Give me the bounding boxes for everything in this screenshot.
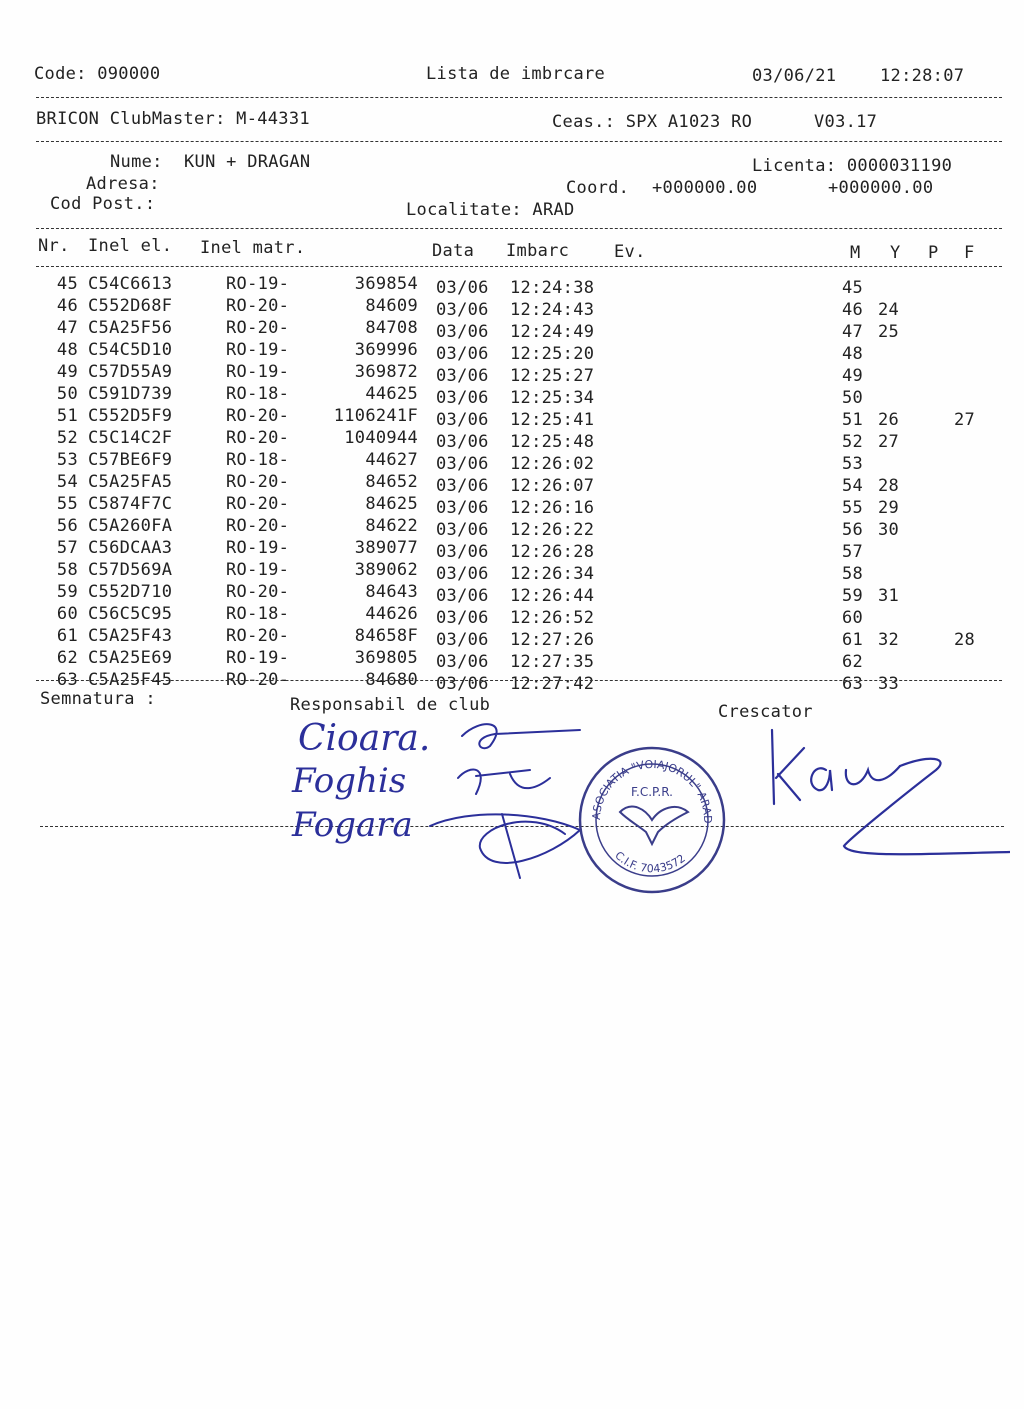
divider xyxy=(36,141,1002,142)
row-date: 03/06 xyxy=(436,432,489,452)
row-ring-number: 44626 xyxy=(365,604,418,624)
row-inel-el: C552D710 xyxy=(88,582,173,602)
row-date: 03/06 xyxy=(436,608,489,628)
row-m: 56 xyxy=(842,520,864,540)
row-time: 12:25:20 xyxy=(510,344,595,364)
row-ring-prefix: RO-18- xyxy=(226,450,290,470)
row-m: 59 xyxy=(842,586,864,606)
row-inel-el: C5A25FA5 xyxy=(88,472,173,492)
row-y: 31 xyxy=(878,586,900,606)
row-ring-prefix: RO-20- xyxy=(226,428,290,448)
row-ring-prefix: RO-19- xyxy=(226,560,290,580)
row-time: 12:26:22 xyxy=(510,520,595,540)
row-ring-prefix: RO-20- xyxy=(226,472,290,492)
row-nr: 53 xyxy=(56,450,78,470)
row-ring-prefix: RO-20- xyxy=(226,494,290,514)
document-title: Lista de imbrcare xyxy=(426,64,606,84)
svg-text:Cioara.: Cioara. xyxy=(298,718,431,759)
row-nr: 61 xyxy=(56,626,78,646)
row-date: 03/06 xyxy=(436,498,489,518)
row-nr: 56 xyxy=(56,516,78,536)
row-inel-el: C54C5D10 xyxy=(88,340,173,360)
col-inel-matr: Inel matr. xyxy=(200,238,306,258)
row-nr: 50 xyxy=(56,384,78,404)
license: Licenta: 0000031190 xyxy=(752,156,953,176)
row-nr: 57 xyxy=(56,538,78,558)
club-responsible-label: Responsabil de club xyxy=(290,695,491,715)
row-inel-el: C56C5C95 xyxy=(88,604,173,624)
row-ring-number: 84658F xyxy=(354,626,418,646)
svg-text:C.I.F. 7043572 xyxy=(612,849,687,876)
row-ring-prefix: RO-19- xyxy=(226,274,290,294)
row-ring-prefix: RO-19- xyxy=(226,538,290,558)
row-m: 48 xyxy=(842,344,864,364)
col-nr: Nr. xyxy=(38,236,70,256)
row-m: 45 xyxy=(842,278,864,298)
print-date: 03/06/21 xyxy=(752,66,837,86)
row-date: 03/06 xyxy=(436,322,489,342)
coord-label: Coord. xyxy=(566,178,630,198)
club-signatures xyxy=(280,708,610,888)
row-ring-number: 84609 xyxy=(365,296,418,316)
row-ring-prefix: RO-18- xyxy=(226,604,290,624)
row-date: 03/06 xyxy=(436,674,489,694)
row-inel-el: C591D739 xyxy=(88,384,173,404)
row-y: 26 xyxy=(878,410,900,430)
row-nr: 51 xyxy=(56,406,78,426)
row-nr: 47 xyxy=(56,318,78,338)
row-ring-number: 369872 xyxy=(354,362,418,382)
row-ring-prefix: RO-20- xyxy=(226,626,290,646)
row-inel-el: C5874F7C xyxy=(88,494,173,514)
row-ring-number: 84652 xyxy=(365,472,418,492)
row-time: 12:25:41 xyxy=(510,410,595,430)
row-nr: 54 xyxy=(56,472,78,492)
row-inel-el: C57D55A9 xyxy=(88,362,173,382)
row-ring-number: 389062 xyxy=(354,560,418,580)
row-time: 12:25:48 xyxy=(510,432,595,452)
row-m: 60 xyxy=(842,608,864,628)
row-ring-prefix: RO-20- xyxy=(226,318,290,338)
row-nr: 63 xyxy=(56,670,78,690)
row-m: 50 xyxy=(842,388,864,408)
row-nr: 48 xyxy=(56,340,78,360)
row-time: 12:24:38 xyxy=(510,278,595,298)
postal-label: Cod Post.: xyxy=(50,194,156,214)
row-inel-el: C5A25F43 xyxy=(88,626,173,646)
address-label: Adresa: xyxy=(86,174,160,194)
row-nr: 52 xyxy=(56,428,78,448)
row-time: 12:26:07 xyxy=(510,476,595,496)
row-inel-el: C57D569A xyxy=(88,560,173,580)
row-nr: 46 xyxy=(56,296,78,316)
svg-text:Fogara: Fogara xyxy=(292,805,413,845)
row-m: 63 xyxy=(842,674,864,694)
row-ring-prefix: RO-20- xyxy=(226,582,290,602)
version: V03.17 xyxy=(814,112,878,132)
signature-label: Semnatura : xyxy=(40,689,156,709)
row-time: 12:24:49 xyxy=(510,322,595,342)
row-ring-number: 389077 xyxy=(354,538,418,558)
row-date: 03/06 xyxy=(436,520,489,540)
row-inel-el: C5A25F45 xyxy=(88,670,173,690)
row-date: 03/06 xyxy=(436,410,489,430)
row-y: 25 xyxy=(878,322,900,342)
club-stamp xyxy=(572,740,732,900)
row-ring-number: 369805 xyxy=(354,648,418,668)
locality: Localitate: ARAD xyxy=(406,200,575,220)
row-time: 12:26:28 xyxy=(510,542,595,562)
row-m: 51 xyxy=(842,410,864,430)
divider xyxy=(36,680,1002,681)
row-nr: 45 xyxy=(56,274,78,294)
row-nr: 60 xyxy=(56,604,78,624)
row-inel-el: C56DCAA3 xyxy=(88,538,173,558)
row-date: 03/06 xyxy=(436,652,489,672)
row-date: 03/06 xyxy=(436,630,489,650)
name-value: KUN + DRAGAN xyxy=(184,152,311,172)
row-date: 03/06 xyxy=(436,300,489,320)
print-time: 12:28:07 xyxy=(880,66,965,86)
divider xyxy=(36,228,1002,229)
row-time: 12:26:34 xyxy=(510,564,595,584)
row-inel-el: C5C14C2F xyxy=(88,428,173,448)
row-ring-prefix: RO-20- xyxy=(226,296,290,316)
row-inel-el: C5A260FA xyxy=(88,516,173,536)
row-time: 12:25:34 xyxy=(510,388,595,408)
row-ring-number: 84643 xyxy=(365,582,418,602)
row-time: 12:26:16 xyxy=(510,498,595,518)
row-m: 61 xyxy=(842,630,864,650)
row-ring-number: 44627 xyxy=(365,450,418,470)
row-ring-number: 369996 xyxy=(354,340,418,360)
row-inel-el: C552D68F xyxy=(88,296,173,316)
row-date: 03/06 xyxy=(436,454,489,474)
row-ring-number: 84708 xyxy=(365,318,418,338)
row-y: 27 xyxy=(878,432,900,452)
row-m: 54 xyxy=(842,476,864,496)
row-date: 03/06 xyxy=(436,564,489,584)
row-ring-number: 369854 xyxy=(354,274,418,294)
row-time: 12:27:35 xyxy=(510,652,595,672)
col-y: Y xyxy=(890,243,901,263)
row-ring-prefix: RO-18- xyxy=(226,384,290,404)
row-date: 03/06 xyxy=(436,476,489,496)
code-label: Code: 090000 xyxy=(34,64,161,84)
row-nr: 55 xyxy=(56,494,78,514)
row-time: 12:27:26 xyxy=(510,630,595,650)
row-inel-el: C5A25F56 xyxy=(88,318,173,338)
row-inel-el: C552D5F9 xyxy=(88,406,173,426)
row-m: 47 xyxy=(842,322,864,342)
row-time: 12:24:43 xyxy=(510,300,595,320)
coord-x: +000000.00 xyxy=(652,178,758,198)
row-date: 03/06 xyxy=(436,344,489,364)
row-y: 24 xyxy=(878,300,900,320)
row-ring-prefix: RO-20- xyxy=(226,406,290,426)
row-date: 03/06 xyxy=(436,586,489,606)
row-m: 58 xyxy=(842,564,864,584)
row-m: 52 xyxy=(842,432,864,452)
row-ring-prefix: RO-19- xyxy=(226,340,290,360)
row-ring-prefix: RO-20- xyxy=(226,670,290,690)
divider xyxy=(36,97,1002,98)
row-ring-prefix: RO-19- xyxy=(226,362,290,382)
row-inel-el: C57BE6F9 xyxy=(88,450,173,470)
row-m: 49 xyxy=(842,366,864,386)
dove-icon xyxy=(620,807,688,844)
row-y: 29 xyxy=(878,498,900,518)
coord-y: +000000.00 xyxy=(828,178,934,198)
row-y: 30 xyxy=(878,520,900,540)
row-time: 12:26:44 xyxy=(510,586,595,606)
col-m: M xyxy=(850,243,861,263)
col-p: P xyxy=(928,243,939,263)
row-nr: 49 xyxy=(56,362,78,382)
row-y: 28 xyxy=(878,476,900,496)
row-time: 12:25:27 xyxy=(510,366,595,386)
row-inel-el: C54C6613 xyxy=(88,274,173,294)
row-nr: 59 xyxy=(56,582,78,602)
row-nr: 62 xyxy=(56,648,78,668)
col-inel-el: Inel el. xyxy=(88,236,173,256)
divider xyxy=(36,266,1002,267)
row-time: 12:26:02 xyxy=(510,454,595,474)
stamp-center: F.C.P.R. xyxy=(631,785,673,799)
col-imbarc: Imbarc xyxy=(506,241,570,261)
row-inel-el: C5A25E69 xyxy=(88,648,173,668)
col-f: F xyxy=(964,243,975,263)
row-f: 28 xyxy=(954,630,976,650)
row-date: 03/06 xyxy=(436,388,489,408)
row-ring-number: 84680 xyxy=(365,670,418,690)
row-m: 62 xyxy=(842,652,864,672)
col-data: Data xyxy=(432,241,475,261)
row-ring-prefix: RO-19- xyxy=(226,648,290,668)
row-ring-number: 1040944 xyxy=(344,428,418,448)
clock-id: Ceas.: SPX A1023 RO xyxy=(552,112,753,132)
row-ring-number: 1106241F xyxy=(333,406,418,426)
stamp-text-top: ASOCIATIA "VOIAJORUL" ARAD xyxy=(589,757,715,824)
row-m: 46 xyxy=(842,300,864,320)
row-time: 12:26:52 xyxy=(510,608,595,628)
svg-text:Foghis: Foghis xyxy=(292,761,407,801)
stamp-cif: C.I.F. 7043572 xyxy=(612,848,688,876)
row-date: 03/06 xyxy=(436,278,489,298)
row-date: 03/06 xyxy=(436,366,489,386)
row-nr: 58 xyxy=(56,560,78,580)
row-f: 27 xyxy=(954,410,976,430)
row-ring-prefix: RO-20- xyxy=(226,516,290,536)
row-m: 57 xyxy=(842,542,864,562)
row-ring-number: 84622 xyxy=(365,516,418,536)
club-master: BRICON ClubMaster: M-44331 xyxy=(36,109,310,129)
name-label: Nume: xyxy=(110,152,163,172)
row-y: 33 xyxy=(878,674,900,694)
row-m: 53 xyxy=(842,454,864,474)
row-ring-number: 44625 xyxy=(365,384,418,404)
breeder-signature xyxy=(760,718,1010,863)
row-m: 55 xyxy=(842,498,864,518)
row-date: 03/06 xyxy=(436,542,489,562)
breeder-label: Crescator xyxy=(718,702,813,722)
col-ev: Ev. xyxy=(614,242,646,262)
row-y: 32 xyxy=(878,630,900,650)
row-ring-number: 84625 xyxy=(365,494,418,514)
row-time: 12:27:42 xyxy=(510,674,595,694)
